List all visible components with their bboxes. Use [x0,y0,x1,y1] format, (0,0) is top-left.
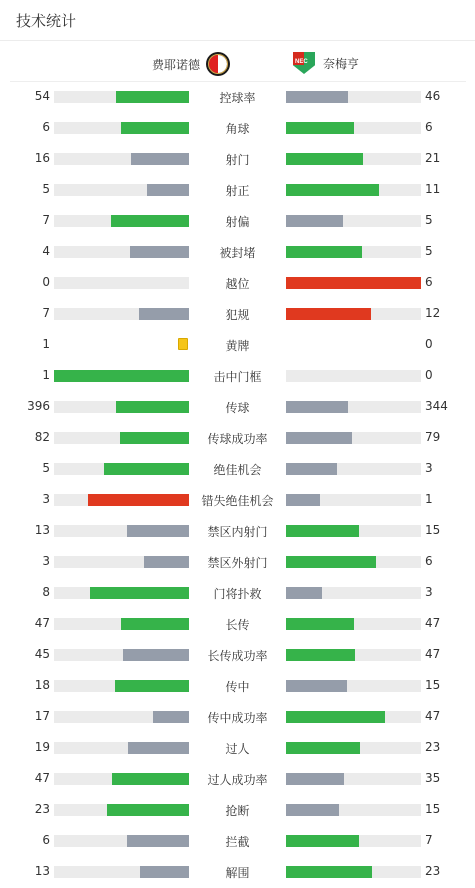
away-value: 6 [425,120,433,134]
home-bar-fill [121,122,189,134]
away-bar-fill [286,432,352,444]
home-value: 7 [42,306,50,320]
stat-label: 错失绝佳机会 [201,494,274,508]
home-value: 6 [42,833,50,847]
stat-row [0,454,475,485]
stat-row [0,702,475,733]
away-bar-track [286,370,421,382]
stat-label: 犯规 [225,308,250,322]
away-value: 46 [425,89,441,103]
stat-label: 过人成功率 [207,773,268,787]
away-bar-fill [286,711,385,723]
away-bar-track [286,556,421,568]
home-team[interactable] [152,52,230,76]
teams-row [0,41,475,81]
stat-row [0,578,475,609]
away-bar-fill [286,680,347,692]
home-bar-fill [144,556,189,568]
away-bar-fill [286,91,348,103]
stat-row [0,268,475,299]
away-bar-fill [286,153,363,165]
away-bar-fill [286,308,371,320]
away-value: 344 [425,399,448,413]
stat-row [0,113,475,144]
stat-row [0,857,475,888]
home-bar-fill [130,246,189,258]
away-value: 23 [425,740,441,754]
page-title: 技术统计 [16,12,77,30]
stat-label: 控球率 [219,91,256,105]
away-value: 47 [425,709,441,723]
home-value: 17 [34,709,50,723]
home-value: 5 [42,461,50,475]
home-value: 18 [34,678,50,692]
home-bar-track [54,277,189,289]
away-bar-track [286,866,421,878]
away-bar-fill [286,556,376,568]
home-bar-track [54,680,189,692]
stat-row [0,330,475,361]
stat-row [0,423,475,454]
stat-label: 门将扑救 [213,587,262,601]
away-bar-track [286,215,421,227]
away-value: 3 [425,585,433,599]
home-bar-track [54,246,189,258]
home-bar-fill [153,711,189,723]
away-value: 15 [425,678,441,692]
home-bar-fill [131,153,189,165]
stat-row [0,764,475,795]
away-bar-track [286,277,421,289]
stat-row [0,671,475,702]
home-bar-fill [54,370,189,382]
stat-label: 长传 [225,618,250,632]
stat-row [0,144,475,175]
away-value: 5 [425,213,433,227]
home-value: 3 [42,492,50,506]
stat-label: 绝佳机会 [213,463,262,477]
stat-label: 解围 [225,866,250,880]
away-bar-track [286,153,421,165]
home-bar-fill [140,866,189,878]
away-bar-track [286,773,421,785]
stat-label: 传中成功率 [207,711,268,725]
home-bar-track [54,401,189,413]
home-value: 45 [34,647,50,661]
home-value: 19 [34,740,50,754]
away-bar-fill [286,866,372,878]
home-value: 396 [27,399,50,413]
home-bar-track [54,494,189,506]
away-bar-track [286,246,421,258]
home-bar-track [54,556,189,568]
stat-label: 射正 [225,184,250,198]
home-value: 3 [42,554,50,568]
stat-label: 射门 [225,153,250,167]
home-bar-track [54,463,189,475]
away-value: 7 [425,833,433,847]
away-bar-track [286,122,421,134]
home-bar-track [54,742,189,754]
away-bar-fill [286,215,343,227]
away-bar-fill [286,742,360,754]
home-value: 13 [34,523,50,537]
away-value: 79 [425,430,441,444]
away-bar-track [286,618,421,630]
home-bar-fill [107,804,189,816]
home-bar-track [54,122,189,134]
away-bar-fill [286,835,359,847]
away-bar-track [286,835,421,847]
away-bar-fill [286,804,339,816]
feyenoord-logo-icon [206,52,230,76]
away-value: 11 [425,182,441,196]
stat-label: 禁区内射门 [207,525,268,539]
nec-logo-icon [291,50,317,76]
away-value: 15 [425,523,441,537]
away-value: 21 [425,151,441,165]
home-bar-fill [127,525,189,537]
away-value: 23 [425,864,441,878]
away-bar-track [286,401,421,413]
away-bar-track [286,711,421,723]
away-bar-fill [286,525,359,537]
stat-row [0,237,475,268]
stat-label: 越位 [225,277,250,291]
away-value: 0 [425,368,433,382]
away-value: 47 [425,647,441,661]
home-bar-fill [120,432,189,444]
stat-row [0,516,475,547]
home-bar-track [54,804,189,816]
away-value: 1 [425,492,433,506]
home-bar-fill [123,649,189,661]
home-bar-fill [128,742,189,754]
home-bar-track [54,649,189,661]
home-value: 8 [42,585,50,599]
stat-label: 禁区外射门 [207,556,268,570]
away-team-name: 奈梅亨 [323,56,360,71]
home-bar-fill [127,835,189,847]
away-bar-fill [286,494,320,506]
home-value: 16 [34,151,50,165]
stat-row [0,206,475,237]
away-value: 6 [425,554,433,568]
stat-row [0,175,475,206]
away-value: 35 [425,771,441,785]
home-value: 13 [34,864,50,878]
stat-label: 拦截 [225,835,250,849]
away-bar-fill [286,773,344,785]
home-bar-fill [104,463,189,475]
stat-label: 击中门框 [213,370,262,384]
away-value: 47 [425,616,441,630]
away-bar-track [286,494,421,506]
home-bar-fill [111,215,189,227]
stat-label: 抢断 [225,804,250,818]
home-value: 82 [34,430,50,444]
stat-row [0,82,475,113]
away-bar-track [286,432,421,444]
away-value: 5 [425,244,433,258]
home-team-name: 费耶诺德 [151,57,200,72]
away-bar-fill [286,401,348,413]
away-bar-fill [286,649,355,661]
home-bar-fill [147,184,189,196]
away-team[interactable] [291,50,359,76]
away-bar-fill [286,277,421,289]
home-value: 47 [34,771,50,785]
away-bar-track [286,308,421,320]
away-bar-fill [286,587,322,599]
away-bar-track [286,804,421,816]
stat-row [0,547,475,578]
home-value: 1 [42,337,50,351]
home-bar-fill [116,401,189,413]
home-bar-fill [90,587,189,599]
home-bar-track [54,835,189,847]
home-bar-track [54,215,189,227]
home-value: 54 [34,89,50,103]
away-value: 3 [425,461,433,475]
stat-row [0,485,475,516]
home-bar-track [54,618,189,630]
stat-row [0,361,475,392]
stat-row [0,299,475,330]
home-value: 23 [34,802,50,816]
away-bar-track [286,91,421,103]
away-value: 15 [425,802,441,816]
away-bar-fill [286,463,337,475]
home-value: 0 [42,275,50,289]
home-bar-track [54,711,189,723]
home-bar-track [54,370,189,382]
home-bar-fill [116,91,189,103]
stat-row [0,795,475,826]
home-bar-track [54,525,189,537]
stat-label: 传中 [225,680,250,694]
home-bar-track [54,773,189,785]
away-bar-track [286,742,421,754]
home-value: 6 [42,120,50,134]
home-bar-track [54,308,189,320]
stat-label: 长传成功率 [207,649,268,663]
home-bar-fill [139,308,189,320]
stat-label: 传球成功率 [207,432,268,446]
stats-header [0,0,475,41]
away-value: 12 [425,306,441,320]
home-bar-track [54,91,189,103]
home-value: 7 [42,213,50,227]
stat-row [0,826,475,857]
away-value: 6 [425,275,433,289]
home-bar-track [54,432,189,444]
stat-label: 射偏 [225,215,250,229]
nec-logo-text: NEC [295,59,308,65]
stat-row [0,640,475,671]
home-bar-track [54,184,189,196]
away-bar-fill [286,184,379,196]
home-bar-track [54,866,189,878]
away-bar-track [286,184,421,196]
stat-row [0,609,475,640]
home-value: 5 [42,182,50,196]
stat-row [0,733,475,764]
stat-label: 角球 [225,122,250,136]
away-value: 0 [425,337,433,351]
away-bar-fill [286,246,362,258]
home-bar-fill [115,680,189,692]
away-bar-track [286,525,421,537]
away-bar-fill [286,618,354,630]
home-bar-track [54,587,189,599]
home-value: 4 [42,244,50,258]
stat-row [0,392,475,423]
yellow-card-icon [178,338,188,350]
home-bar-fill [121,618,189,630]
stat-label: 过人 [225,742,250,756]
away-bar-track [286,649,421,661]
home-bar-track [54,153,189,165]
away-bar-fill [286,122,354,134]
away-bar-track [286,680,421,692]
stat-label: 传球 [225,401,250,415]
home-bar-fill [88,494,189,506]
home-bar-fill [112,773,189,785]
home-value: 1 [42,368,50,382]
away-bar-track [286,463,421,475]
away-bar-track [286,587,421,599]
home-value: 47 [34,616,50,630]
stat-label: 被封堵 [219,246,256,260]
stat-label: 黄牌 [225,339,250,353]
